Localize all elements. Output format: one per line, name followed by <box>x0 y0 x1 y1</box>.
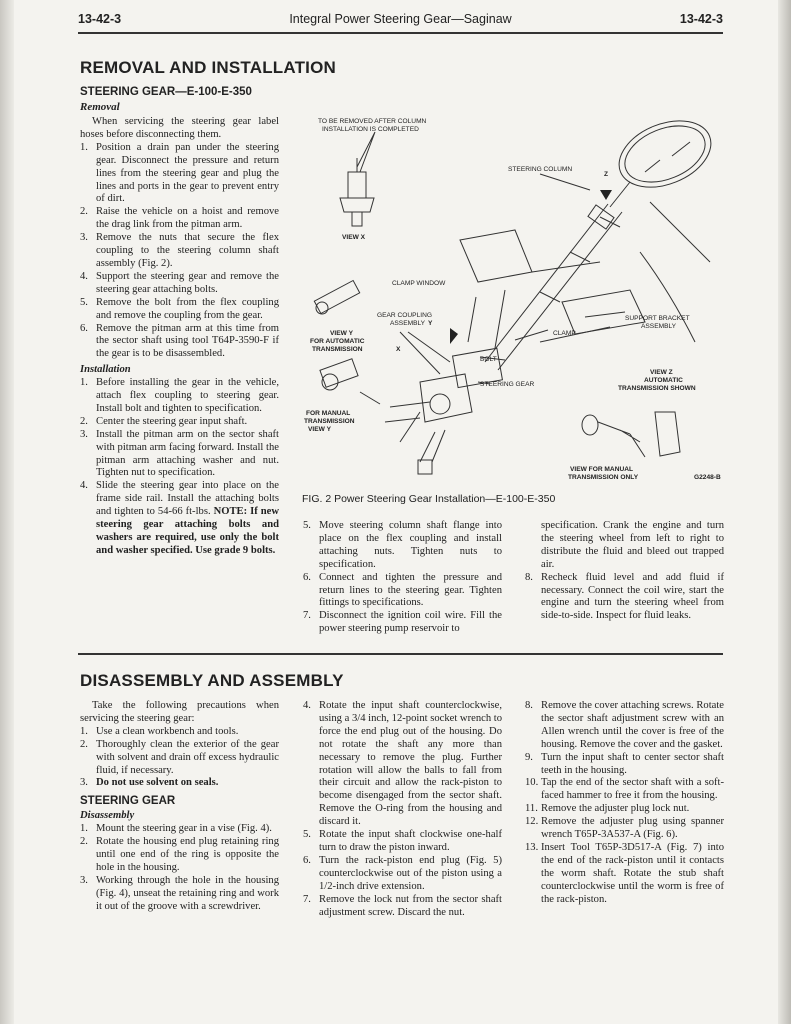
label-support-bracket: SUPPORT BRACKET <box>625 315 690 322</box>
removal-intro: When servicing the steering gear label hoses before disconnecting them. <box>80 116 279 140</box>
disassembly-step: 5. Rotate the input shaft clockwise one-half turn to draw the piston inward. <box>303 829 502 853</box>
label-x: X <box>396 346 401 353</box>
label-clamp-window: CLAMP WINDOW <box>392 280 446 287</box>
installation-note: NOTE: If new steering gear attaching bolts and washers are required, use only the bolt and washer specified. Use grade 9 bolts. <box>96 506 279 556</box>
label-installation-completed: INSTALLATION IS COMPLETED <box>322 126 419 133</box>
label-manual-view-y: VIEW Y <box>308 426 331 433</box>
steering-installation-illustration <box>300 112 725 490</box>
label-view-z-automatic: AUTOMATIC <box>644 377 683 384</box>
label-for-automatic: FOR AUTOMATIC <box>310 338 365 345</box>
disassembly-step: 7. Remove the lock nut from the sector shaft adjustment screw. Discard the nut. <box>303 893 502 918</box>
label-clamp: CLAMP <box>553 330 576 337</box>
removal-step: 4. Support the steering gear and remove the steering gear attaching bolts. <box>80 270 279 295</box>
page-number-right: 13-42-3 <box>679 12 723 26</box>
section-title-removal: REMOVAL AND INSTALLATION <box>80 58 337 77</box>
disassembly-steps-3 <box>525 700 724 907</box>
precaution-item: 1. Use a clean workbench and tools. <box>80 725 239 737</box>
label-installation: Installation <box>80 364 131 376</box>
figure-caption: FIG. 2 Power Steering Gear Installation—E-100-E-350 <box>302 493 556 505</box>
disassembly-step: 13. Insert Tool T65P-3D517-A (Fig. 7) into the end of the rack-piston until it contacts the worm shaft. Rotate the stub shaft counterclockwise until the worm is free of the rack-piston. <box>525 841 724 905</box>
figure-2-diagram <box>300 112 725 490</box>
label-for-manual: FOR MANUAL <box>306 410 351 417</box>
removal-step: 5. Remove the bolt from the flex coupling and remove the coupling from the gear. <box>80 296 279 321</box>
page-edge-shadow <box>778 0 791 1024</box>
disassembly-column-2 <box>303 700 502 919</box>
label-view-for-manual: VIEW FOR MANUAL <box>570 466 634 473</box>
label-bolt: BOLT <box>480 356 497 363</box>
disassembly-step: 11. Remove the adjuster plug lock nut. <box>525 803 690 815</box>
disassembly-step: 2. Rotate the housing end plug retaining ring until one end of the ring is opposite the hole in the housing. <box>80 836 279 873</box>
page-binding-shadow <box>0 0 14 1024</box>
disassembly-column-1 <box>80 700 279 914</box>
disassembly-steps-1 <box>80 823 279 913</box>
disassembly-step: 4. Rotate the input shaft counterclockwise, using a 3/4 inch, 12-point socket wrench to force the end plug out of the housing. Do not rotate the shaft any more than necessary to remove the plug. Further rotation will allow the balls to fall from their circuit and allow the rack-piston to become disengaged from the sector shaft. Remove the O-ring from the housing and discard it. <box>303 700 503 828</box>
removal-column-3 <box>525 520 724 623</box>
subtitle-steering-gear: STEERING GEAR <box>80 795 176 808</box>
label-gear-coupling-assembly: ASSEMBLY <box>390 320 426 327</box>
installation-steps-final <box>525 572 724 624</box>
installation-step: 3. Install the pitman arm on the sector shaft with pitman arm facing forward. Install the pitman arm attaching washer and nut. Tighten nut to specification. <box>80 428 279 479</box>
removal-column-2 <box>303 520 502 636</box>
section-title-disassembly: DISASSEMBLY AND ASSEMBLY <box>80 671 344 690</box>
precaution-item: 3. Do not use solvent on seals. <box>80 777 219 789</box>
removal-step: 1. Position a drain pan under the steering gear. Disconnect the pressure and return lines from the steering gear and plug the lines and ports in the gear to prevent entry of dirt. <box>80 141 279 205</box>
precaution-item: 2. Thoroughly clean the exterior of the gear with solvent and drain off excess hydraulic fluid, if necessary. <box>80 738 279 776</box>
figure-id: G2248-B <box>694 474 721 481</box>
installation-step: 2. Center the steering gear input shaft. <box>80 415 248 427</box>
disassembly-step: 9. Turn the input shaft to center sector shaft teeth in the housing. <box>525 751 724 776</box>
installation-steps <box>80 377 279 558</box>
page-number-left: 13-42-3 <box>78 12 122 26</box>
page-header <box>78 12 723 34</box>
disassembly-step: 8. Remove the cover attaching screws. Rotate the sector shaft adjustment screw with an Allen wrench until the cover is free of the housing. Remove the cover and the gasket. <box>525 700 724 750</box>
installation-step: 8. Recheck fluid level and add fluid if necessary. Connect the coil wire, start the engine and turn the steering wheel from side-to-side. Inspect for fluid leaks. <box>525 571 724 622</box>
installation-step: 6. Connect and tighten the pressure and return lines to the steering gear. Tighten fittings to specifications. <box>303 571 502 609</box>
label-steering-gear: STEERING GEAR <box>480 381 535 388</box>
label-view-y-auto: VIEW Y <box>330 330 353 337</box>
removal-step: 6. Remove the pitman arm at this time from the sector shaft using tool T64P-3590-F if the gear is to be disassembled. <box>80 322 279 360</box>
label-steering-column: STEERING COLUMN <box>508 166 573 173</box>
installation-step: 4. Slide the steering gear into place on the frame side rail. Install the attaching bolts and tighten to 54-66 ft-lbs. NOTE: If new steering gear attaching bolts and washers are required, use only the bolt and washer specified. Use grade 9 bolts. <box>80 480 279 556</box>
label-z: Z <box>604 171 609 178</box>
disassembly-steps-2 <box>303 700 502 919</box>
disassembly-step: 12. Remove the adjuster plug using spanner wrench T65P-3A537-A (Fig. 6). <box>525 816 724 841</box>
label-to-be-removed: TO BE REMOVED AFTER COLUMN <box>318 118 427 125</box>
disassembly-step: 10. Tap the end of the sector shaft with a soft-faced hammer to free it from the housing. <box>525 777 724 802</box>
label-removal: Removal <box>80 101 120 113</box>
section-divider <box>78 653 723 655</box>
installation-step: 7. Disconnect the ignition coil wire. Fill the power steering pump reservoir to <box>303 610 502 635</box>
label-transmission-shown: TRANSMISSION SHOWN <box>618 385 696 392</box>
precautions-list <box>80 726 279 791</box>
label-disassembly: Disassembly <box>80 810 135 822</box>
label-manual-transmission: TRANSMISSION <box>304 418 355 425</box>
removal-step: 3. Remove the nuts that secure the flex coupling to the steering column shaft assembly (Fig. 2). <box>80 232 279 269</box>
label-view-x: VIEW X <box>342 234 366 241</box>
installation-steps-continued <box>303 520 502 636</box>
subtitle-steering-gear-e100: STEERING GEAR—E-100-E-350 <box>80 86 252 98</box>
label-support-bracket-assembly: ASSEMBLY <box>641 323 677 330</box>
disassembly-step: 1. Mount the steering gear in a vise (Fig. 4). <box>80 823 272 835</box>
removal-column-1 <box>80 116 279 558</box>
removal-steps <box>80 142 279 361</box>
label-view-z: VIEW Z <box>650 369 673 376</box>
disassembly-column-3 <box>525 700 724 907</box>
label-transmission-only: TRANSMISSION ONLY <box>568 474 639 481</box>
label-automatic-transmission: TRANSMISSION <box>312 346 363 353</box>
disassembly-intro: Take the following precautions when servicing the steering gear: <box>80 700 279 724</box>
label-y: Y <box>428 320 433 327</box>
running-title: Integral Power Steering Gear—Saginaw <box>289 12 512 26</box>
step7-continued: specification. Crank the engine and turn the steering wheel from left to right to distribute the fluid and bleed out trapped air. <box>541 520 724 570</box>
installation-step: 1. Before installing the gear in the vehicle, attach flex coupling to steering gear. Install bolt and tighten to specification. <box>80 377 279 414</box>
disassembly-step: 3. Working through the hole in the housing (Fig. 4), unseat the retaining ring and work it out of the groove with a screwdriver. <box>80 874 279 912</box>
installation-step: 5. Move steering column shaft flange into place on the flex coupling and install attaching nuts. Tighten nuts to specification. <box>303 520 502 570</box>
removal-step: 2. Raise the vehicle on a hoist and remove the drag link from the pitman arm. <box>80 206 279 231</box>
label-gear-coupling: GEAR COUPLING <box>377 312 432 319</box>
disassembly-step: 6. Turn the rack-piston end plug (Fig. 5) counterclockwise out of the piston using a 1/2-inch drive extension. <box>303 854 502 892</box>
